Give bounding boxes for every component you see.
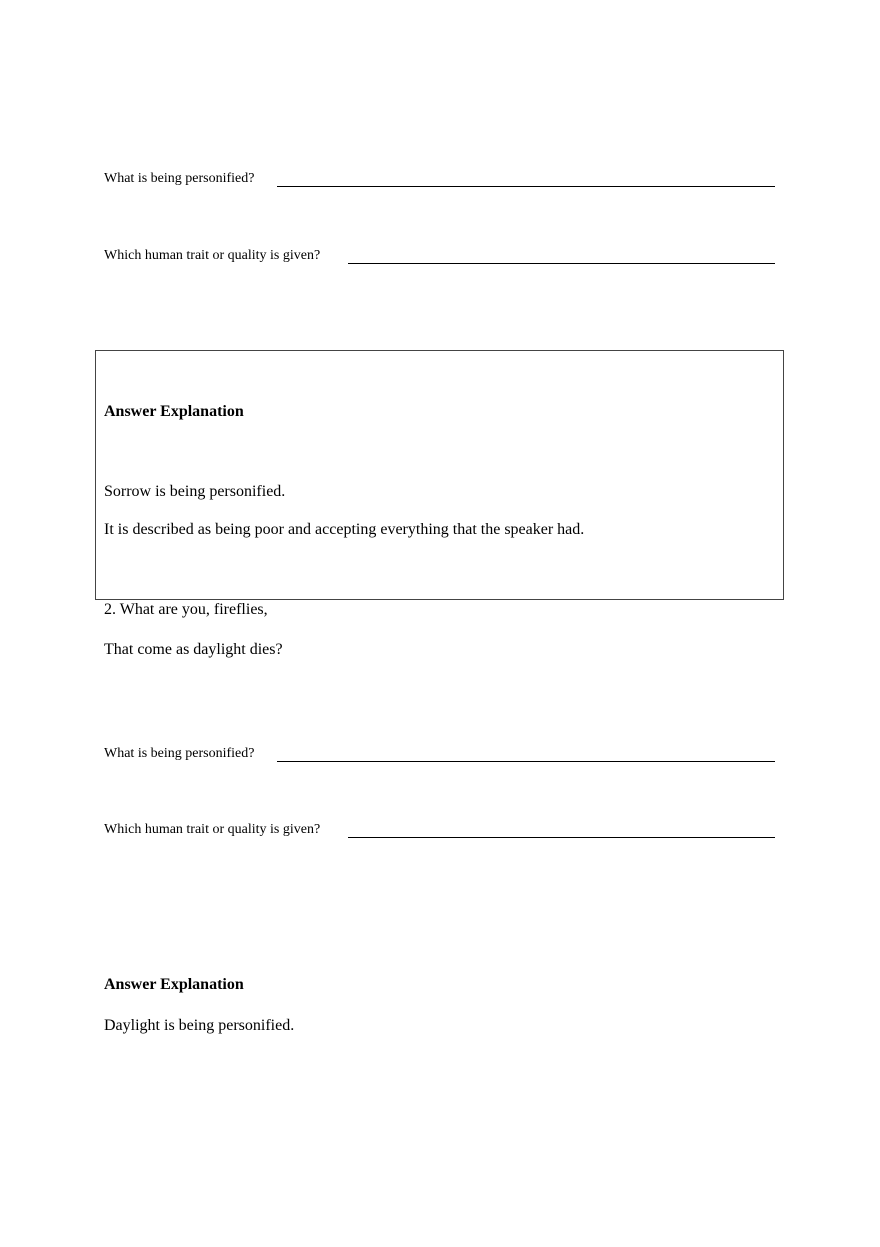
q2-human-trait-label: Which human trait or quality is given?: [104, 822, 321, 837]
answer2-line1: Daylight is being personified.: [104, 1017, 295, 1034]
q1-what-personified-label: What is being personified?: [104, 171, 255, 186]
answer-explanation-box: [95, 350, 784, 600]
q2-what-personified-label: What is being personified?: [104, 746, 255, 761]
q2-human-trait-blank[interactable]: [348, 837, 775, 838]
q2-what-personified-blank[interactable]: [277, 761, 775, 762]
q1-what-personified-blank[interactable]: [277, 186, 775, 187]
q1-human-trait-label: Which human trait or quality is given?: [104, 248, 321, 263]
answer1-heading: Answer Explanation: [104, 403, 244, 420]
answer1-line1: Sorrow is being personified.: [104, 483, 286, 500]
q2-verse-line1: 2. What are you, fireflies,: [104, 601, 268, 618]
answer1-line2: It is described as being poor and accepting everything that the speaker had.: [104, 521, 585, 538]
q2-verse-line2: That come as daylight dies?: [104, 641, 283, 658]
answer2-heading: Answer Explanation: [104, 976, 244, 993]
q1-human-trait-blank[interactable]: [348, 263, 775, 264]
